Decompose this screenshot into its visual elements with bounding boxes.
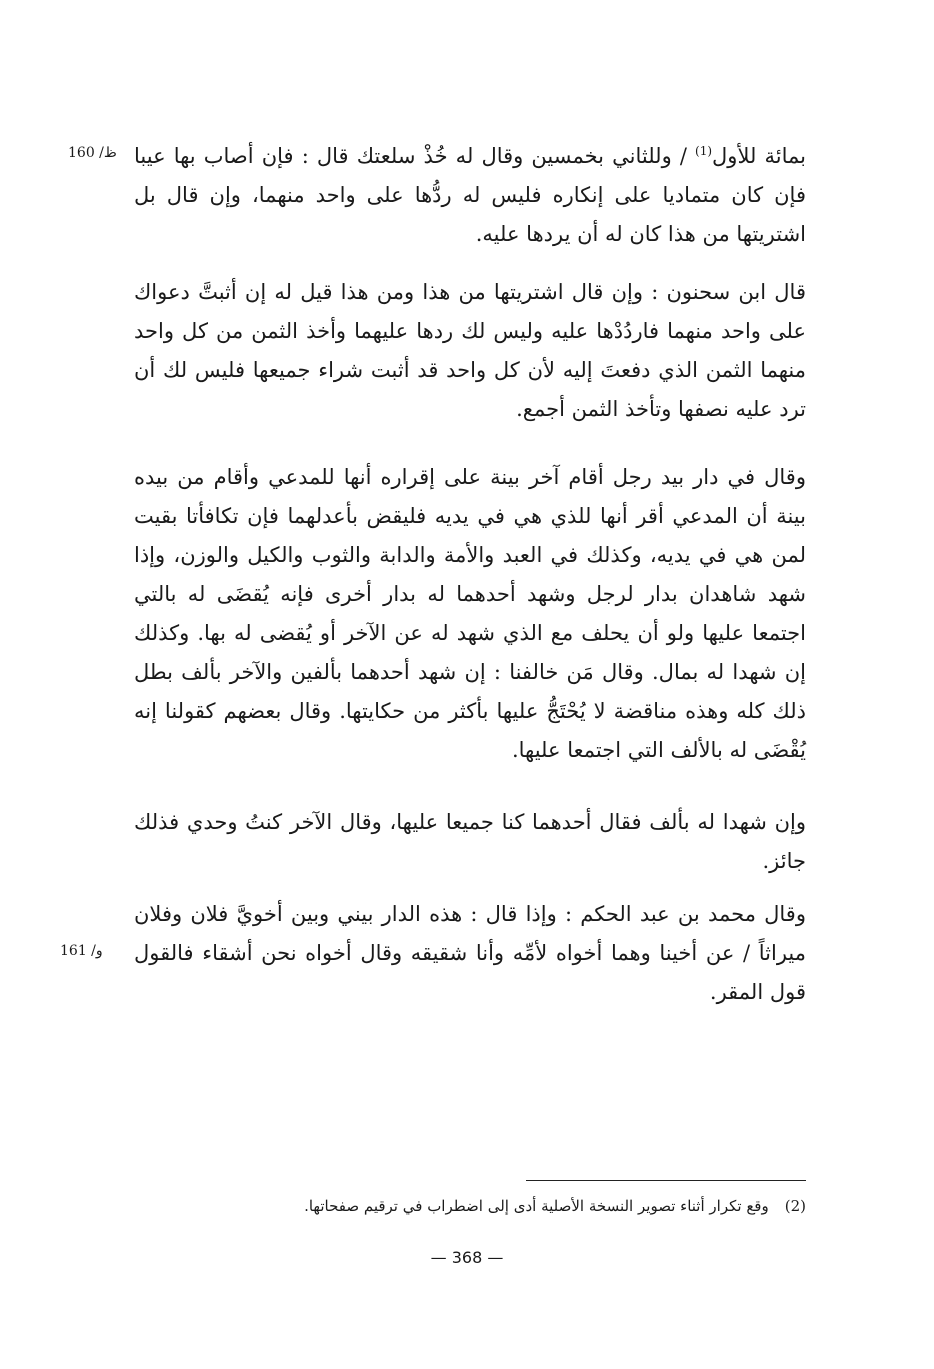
footnote-number: (2) bbox=[784, 1197, 806, 1215]
margin-note-folio-160: 160 /ظ bbox=[68, 145, 117, 161]
paragraph-2 bbox=[134, 273, 806, 429]
paragraph-4-text: وإن شهدا له بألف فقال أحدهما كنا جميعا عليها، وقال الآخر كنتُ وحدي فذلك جائز. bbox=[134, 810, 806, 873]
paragraph-1-text-rest: / وللثاني بخمسين وقال له خُذْ سلعتك قال : فإن أصاب بها عيبا فإن كان متماديا على إنكاره فليس له ردُّها على واحد منهما، وإن قال بل اشتريتها من هذا كان له أن يردها عليه. bbox=[134, 144, 806, 246]
paragraph-4 bbox=[134, 803, 806, 881]
paragraph-5 bbox=[134, 895, 806, 1012]
paragraph-3-text: وقال في دار بيد رجل أقام آخر بينة على إقراره أنها للمدعي وأقام من بيده بينة أن المدعي أقر أنها للذي هي في يديه فليقض بأعدلهما فإن تكافأتا بقيت لمن هي في يديه، وكذلك في العبد والأمة والدابة والثوب والكيل والوزن، وإذا شهد شاهدان بدار لرجل وشهد أحدهما له بدار أخرى فإنه يُقضَى له بالتي اجتمعا عليها ولو أن يحلف مع الذي شهد له عن الآخر أو يُقضى له بها. وكذلك إن شهدا له بمال. وقال مَن خالفنا : إن شهد أحدهما بألفين والآخر بألف بطل ذلك كله وهذه مناقضة لا يُحْتَجُّ عليها بأكثر من حكايتها. وقال بعضهم كقولنا إنه يُقْضَى له بالألف التي اجتمعا عليها. bbox=[134, 465, 806, 762]
footnote-separator bbox=[526, 1180, 806, 1181]
page-number: — 368 — bbox=[430, 1248, 504, 1267]
margin-note-folio-161: 161 /و bbox=[60, 943, 103, 959]
paragraph-1 bbox=[134, 137, 806, 254]
footnote bbox=[230, 1194, 806, 1218]
paragraph-2-text: قال ابن سحنون : وإن قال اشتريتها من هذا ومن هذا قيل له إن أثبتَّ دعواك على واحد منهما فاردُدْها عليه وليس لك ردها عليهما وأخذ الثمن من كل واحد منهما الثمن الذي دفعتَ إليه لأن كل واحد قد أثبت شراء جميعها فليس لك أن ترد عليه نصفها وتأخذ الثمن أجمع. bbox=[134, 280, 806, 421]
paragraph-1-text-start: بمائة للأول bbox=[712, 144, 806, 168]
paragraph-3 bbox=[134, 458, 806, 770]
paragraph-5-text: وقال محمد بن عبد الحكم : وإذا قال : هذه الدار بيني وبين أخويَّ فلان وفلان ميراثاً / عن أخينا وهما أخواه لأمِّه وأنا شقيقه وقال أخواه نحن أشقاء فالقول قول المقر. bbox=[134, 902, 806, 1004]
footnote-reference: (1) bbox=[695, 144, 713, 158]
footnote-text: وقع تكرار أثناء تصوير النسخة الأصلية أدى إلى اضطراب في ترقيم صفحاتها. bbox=[304, 1197, 769, 1215]
